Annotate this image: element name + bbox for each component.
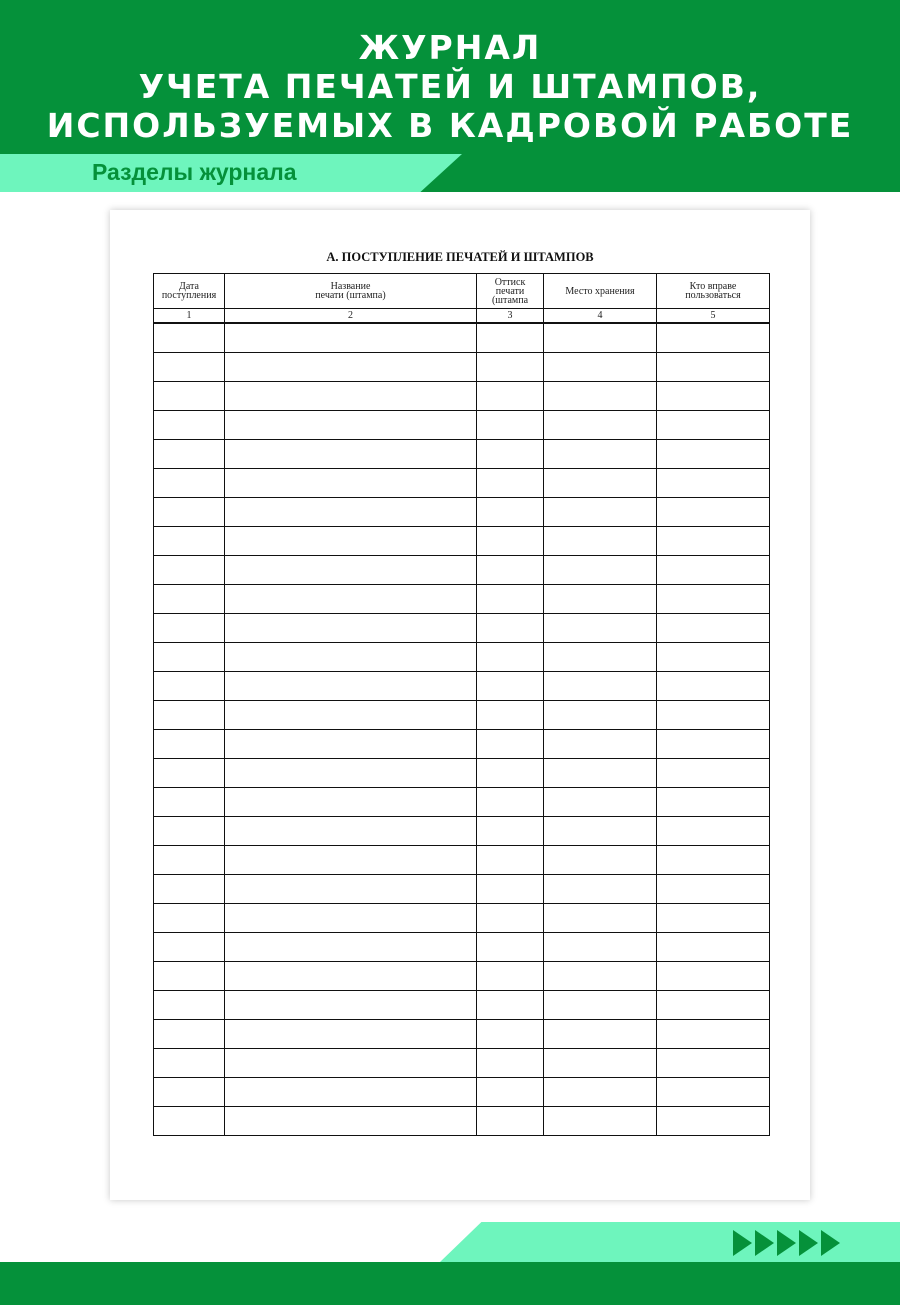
table-cell[interactable] bbox=[154, 498, 225, 527]
table-row bbox=[154, 730, 770, 759]
table-row bbox=[154, 643, 770, 672]
table-cell[interactable] bbox=[225, 353, 477, 382]
table-cell[interactable] bbox=[154, 1107, 225, 1136]
column-number: 5 bbox=[657, 309, 770, 324]
table-cell[interactable] bbox=[225, 904, 477, 933]
footer-bar bbox=[0, 1262, 900, 1305]
table-cell[interactable] bbox=[225, 643, 477, 672]
table-cell[interactable] bbox=[657, 904, 770, 933]
table-cell[interactable] bbox=[225, 323, 477, 353]
table-cell[interactable] bbox=[477, 527, 544, 556]
table-cell[interactable] bbox=[154, 817, 225, 846]
table-cell[interactable] bbox=[477, 556, 544, 585]
table-cell[interactable] bbox=[154, 846, 225, 875]
table-row bbox=[154, 1078, 770, 1107]
column-number: 2 bbox=[225, 309, 477, 324]
table-cell[interactable] bbox=[544, 411, 657, 440]
play-arrow-icon bbox=[777, 1230, 796, 1256]
table-cell[interactable] bbox=[477, 817, 544, 846]
table-cell[interactable] bbox=[225, 411, 477, 440]
table-cell[interactable] bbox=[657, 991, 770, 1020]
table-cell[interactable] bbox=[154, 1049, 225, 1078]
table-cell[interactable] bbox=[477, 614, 544, 643]
table-cell[interactable] bbox=[225, 382, 477, 411]
table-cell[interactable] bbox=[477, 846, 544, 875]
table-row bbox=[154, 382, 770, 411]
table-row bbox=[154, 353, 770, 382]
table-row bbox=[154, 904, 770, 933]
table-cell[interactable] bbox=[544, 788, 657, 817]
table-cell[interactable] bbox=[544, 323, 657, 353]
table-cell[interactable] bbox=[225, 817, 477, 846]
table-cell[interactable] bbox=[154, 933, 225, 962]
table-cell[interactable] bbox=[225, 556, 477, 585]
table-cell[interactable] bbox=[657, 323, 770, 353]
sheet-title: А. ПОСТУПЛЕНИЕ ПЕЧАТЕЙ И ШТАМПОВ bbox=[326, 250, 594, 264]
table-cell[interactable] bbox=[657, 875, 770, 904]
table-cell[interactable] bbox=[477, 353, 544, 382]
table-cell[interactable] bbox=[657, 585, 770, 614]
sections-tab-label: Разделы журнала bbox=[92, 159, 297, 185]
table-cell[interactable] bbox=[477, 411, 544, 440]
table-cell[interactable] bbox=[154, 643, 225, 672]
page-title: ЖУРНАЛ УЧЕТА ПЕЧАТЕЙ И ШТАМПОВ, ИСПОЛЬЗУЕМЫХ В КАДРОВОЙ РАБОТЕ bbox=[46, 28, 854, 145]
table-cell[interactable] bbox=[154, 759, 225, 788]
table-cell[interactable] bbox=[657, 527, 770, 556]
table-cell[interactable] bbox=[477, 1020, 544, 1049]
table-cell[interactable] bbox=[154, 1078, 225, 1107]
table-cell[interactable] bbox=[154, 730, 225, 759]
column-header-name: Название печати (штампа) bbox=[225, 274, 477, 309]
table-row bbox=[154, 875, 770, 904]
table-cell[interactable] bbox=[154, 788, 225, 817]
table-cell[interactable] bbox=[657, 730, 770, 759]
table-cell[interactable] bbox=[544, 672, 657, 701]
table-cell[interactable] bbox=[544, 614, 657, 643]
table-cell[interactable] bbox=[477, 643, 544, 672]
table-cell[interactable] bbox=[544, 1049, 657, 1078]
table-row bbox=[154, 1107, 770, 1136]
table-cell[interactable] bbox=[657, 440, 770, 469]
table-cell[interactable] bbox=[477, 440, 544, 469]
table-row bbox=[154, 817, 770, 846]
table-cell[interactable] bbox=[657, 556, 770, 585]
table-cell[interactable] bbox=[154, 991, 225, 1020]
table-row bbox=[154, 701, 770, 730]
table-cell[interactable] bbox=[544, 875, 657, 904]
table-cell[interactable] bbox=[544, 585, 657, 614]
table-cell[interactable] bbox=[657, 643, 770, 672]
table-cell[interactable] bbox=[657, 759, 770, 788]
table-row bbox=[154, 323, 770, 353]
column-number: 4 bbox=[544, 309, 657, 324]
column-number: 1 bbox=[154, 309, 225, 324]
table-cell[interactable] bbox=[657, 1020, 770, 1049]
table-cell[interactable] bbox=[477, 382, 544, 411]
table-cell[interactable] bbox=[477, 991, 544, 1020]
table-cell[interactable] bbox=[657, 1078, 770, 1107]
table-cell[interactable] bbox=[477, 1078, 544, 1107]
table-cell[interactable] bbox=[225, 672, 477, 701]
table-row bbox=[154, 846, 770, 875]
table-cell[interactable] bbox=[544, 817, 657, 846]
table-cell[interactable] bbox=[544, 382, 657, 411]
table-cell[interactable] bbox=[477, 1107, 544, 1136]
table-cell[interactable] bbox=[225, 701, 477, 730]
table-row bbox=[154, 1020, 770, 1049]
column-number: 3 bbox=[477, 309, 544, 324]
table-cell[interactable] bbox=[657, 1049, 770, 1078]
journal-sheet bbox=[110, 210, 810, 1200]
table-cell[interactable] bbox=[544, 730, 657, 759]
table-cell[interactable] bbox=[544, 643, 657, 672]
table-cell[interactable] bbox=[657, 498, 770, 527]
table-cell[interactable] bbox=[477, 1049, 544, 1078]
column-header-authorized: Кто вправе пользоваться bbox=[657, 274, 770, 309]
table-cell[interactable] bbox=[477, 701, 544, 730]
table-cell[interactable] bbox=[225, 440, 477, 469]
table-cell[interactable] bbox=[544, 991, 657, 1020]
table-cell[interactable] bbox=[544, 556, 657, 585]
table-cell[interactable] bbox=[544, 498, 657, 527]
table-cell[interactable] bbox=[154, 469, 225, 498]
table-row bbox=[154, 672, 770, 701]
table-cell[interactable] bbox=[154, 614, 225, 643]
table-cell[interactable] bbox=[225, 759, 477, 788]
table-cell[interactable] bbox=[544, 904, 657, 933]
table-cell[interactable] bbox=[544, 440, 657, 469]
table-cell[interactable] bbox=[225, 585, 477, 614]
table-cell[interactable] bbox=[657, 701, 770, 730]
table-cell[interactable] bbox=[154, 527, 225, 556]
table-cell[interactable] bbox=[657, 382, 770, 411]
table-cell[interactable] bbox=[225, 1049, 477, 1078]
table-cell[interactable] bbox=[154, 382, 225, 411]
journal-table bbox=[153, 273, 770, 1136]
table-cell[interactable] bbox=[544, 469, 657, 498]
table-cell[interactable] bbox=[544, 759, 657, 788]
column-number-row bbox=[154, 309, 770, 324]
table-cell[interactable] bbox=[154, 585, 225, 614]
table-cell[interactable] bbox=[154, 411, 225, 440]
table-cell[interactable] bbox=[657, 672, 770, 701]
table-row bbox=[154, 991, 770, 1020]
table-cell[interactable] bbox=[225, 846, 477, 875]
table-cell[interactable] bbox=[154, 556, 225, 585]
table-cell[interactable] bbox=[544, 1107, 657, 1136]
table-cell[interactable] bbox=[225, 730, 477, 759]
table-cell[interactable] bbox=[477, 904, 544, 933]
table-cell[interactable] bbox=[477, 788, 544, 817]
table-cell[interactable] bbox=[657, 353, 770, 382]
play-arrow-icon bbox=[821, 1230, 840, 1256]
table-row bbox=[154, 556, 770, 585]
table-cell[interactable] bbox=[477, 962, 544, 991]
table-cell[interactable] bbox=[657, 469, 770, 498]
table-row bbox=[154, 411, 770, 440]
table-cell[interactable] bbox=[657, 962, 770, 991]
next-arrows[interactable] bbox=[733, 1230, 843, 1258]
table-cell[interactable] bbox=[477, 585, 544, 614]
table-cell[interactable] bbox=[657, 1107, 770, 1136]
table-row bbox=[154, 962, 770, 991]
table-cell[interactable] bbox=[154, 701, 225, 730]
table-cell[interactable] bbox=[544, 701, 657, 730]
table-cell[interactable] bbox=[225, 991, 477, 1020]
table-cell[interactable] bbox=[225, 527, 477, 556]
header-row bbox=[154, 274, 770, 309]
table-cell[interactable] bbox=[154, 904, 225, 933]
table-cell[interactable] bbox=[225, 614, 477, 643]
table-cell[interactable] bbox=[154, 875, 225, 904]
play-arrow-icon bbox=[733, 1230, 752, 1256]
table-cell[interactable] bbox=[657, 614, 770, 643]
table-cell[interactable] bbox=[154, 672, 225, 701]
table-cell[interactable] bbox=[544, 962, 657, 991]
table-cell[interactable] bbox=[477, 875, 544, 904]
play-arrow-icon bbox=[799, 1230, 818, 1256]
table-cell[interactable] bbox=[657, 411, 770, 440]
table-cell[interactable] bbox=[225, 788, 477, 817]
table-cell[interactable] bbox=[225, 1020, 477, 1049]
table-cell[interactable] bbox=[225, 962, 477, 991]
table-cell[interactable] bbox=[154, 323, 225, 353]
table-cell[interactable] bbox=[154, 962, 225, 991]
table-row bbox=[154, 933, 770, 962]
table-cell[interactable] bbox=[544, 1078, 657, 1107]
table-cell[interactable] bbox=[154, 440, 225, 469]
table-cell[interactable] bbox=[544, 933, 657, 962]
table-cell[interactable] bbox=[544, 353, 657, 382]
table-cell[interactable] bbox=[154, 1020, 225, 1049]
table-cell[interactable] bbox=[154, 353, 225, 382]
table-cell[interactable] bbox=[544, 527, 657, 556]
table-cell[interactable] bbox=[477, 933, 544, 962]
table-cell[interactable] bbox=[477, 730, 544, 759]
table-row bbox=[154, 614, 770, 643]
table-row bbox=[154, 527, 770, 556]
table-row bbox=[154, 498, 770, 527]
table-cell[interactable] bbox=[657, 846, 770, 875]
table-row bbox=[154, 585, 770, 614]
table-cell[interactable] bbox=[225, 875, 477, 904]
column-header-storage: Место хранения bbox=[544, 274, 657, 309]
table-row bbox=[154, 788, 770, 817]
table-cell[interactable] bbox=[477, 672, 544, 701]
table-row bbox=[154, 759, 770, 788]
table-cell[interactable] bbox=[657, 788, 770, 817]
table-cell[interactable] bbox=[225, 1107, 477, 1136]
table-cell[interactable] bbox=[544, 1020, 657, 1049]
table-cell[interactable] bbox=[225, 1078, 477, 1107]
table-row bbox=[154, 469, 770, 498]
table-cell[interactable] bbox=[477, 498, 544, 527]
play-arrow-icon bbox=[755, 1230, 774, 1256]
table-cell[interactable] bbox=[544, 846, 657, 875]
table-cell[interactable] bbox=[225, 469, 477, 498]
table-cell[interactable] bbox=[657, 817, 770, 846]
column-header-date: Дата поступления bbox=[154, 274, 225, 309]
table-cell[interactable] bbox=[657, 933, 770, 962]
table-row bbox=[154, 1049, 770, 1078]
table-row bbox=[154, 440, 770, 469]
column-header-imprint: Оттиск печати (штампа bbox=[477, 274, 544, 309]
table-cell[interactable] bbox=[477, 323, 544, 353]
table-cell[interactable] bbox=[477, 759, 544, 788]
table-cell[interactable] bbox=[225, 498, 477, 527]
table-cell[interactable] bbox=[477, 469, 544, 498]
table-cell[interactable] bbox=[225, 933, 477, 962]
